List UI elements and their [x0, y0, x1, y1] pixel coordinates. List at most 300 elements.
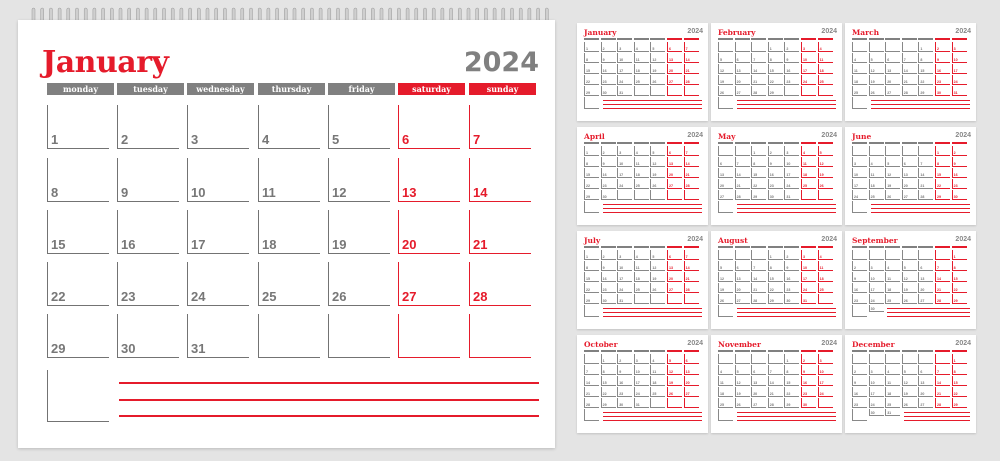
mini-day-number: 14: [685, 266, 690, 270]
mini-day-cell: [584, 86, 599, 96]
mini-day-cell: [952, 365, 967, 375]
mini-day-number: 31: [803, 299, 807, 303]
mini-day-number: 20: [685, 381, 690, 385]
mini-day-cell: [818, 398, 833, 408]
mini-day-number: 30: [769, 195, 774, 199]
mini-day-number: 13: [736, 277, 741, 281]
day-cell[interactable]: [117, 314, 179, 358]
mini-day-number: 20: [669, 277, 673, 281]
day-cell[interactable]: [187, 158, 249, 202]
mini-day-number: 10: [619, 58, 624, 62]
mini-day-number: 10: [619, 162, 624, 166]
mini-day-cell: [869, 283, 884, 293]
day-number: 8: [51, 185, 59, 200]
mini-day-number: 14: [920, 173, 925, 177]
mini-day-number: 16: [937, 69, 941, 73]
day-cell[interactable]: [187, 105, 249, 149]
mini-day-number: 29: [920, 91, 925, 95]
day-cell[interactable]: [469, 314, 531, 358]
mini-day-cell: [650, 387, 665, 397]
mini-day-number: 10: [635, 370, 640, 374]
mini-day-number: 21: [753, 80, 758, 84]
mini-notes-line: [737, 100, 836, 101]
mini-calendar-august[interactable]: [711, 231, 842, 329]
mini-day-number: 24: [803, 80, 807, 84]
mini-day-number: 18: [635, 173, 640, 177]
mini-weekday-bar: [784, 246, 799, 248]
mini-day-number: 16: [602, 277, 607, 281]
mini-day-cell: [885, 179, 900, 189]
mini-day-cell: [935, 387, 950, 397]
day-cell[interactable]: [469, 262, 531, 306]
mini-day-number: 2: [786, 255, 789, 259]
mini-day-cell: [869, 86, 884, 96]
day-cell[interactable]: [398, 105, 460, 149]
mini-day-number: 11: [652, 370, 657, 374]
day-cell[interactable]: [328, 210, 390, 254]
mini-day-cell: [617, 64, 632, 74]
mini-day-number: 11: [819, 58, 824, 62]
mini-day-cell: [667, 283, 682, 293]
mini-day-cell: [751, 354, 766, 364]
mini-day-cell: [852, 294, 867, 304]
mini-day-number: 27: [669, 80, 673, 84]
mini-day-number: 19: [652, 173, 657, 177]
mini-day-number: 25: [635, 184, 640, 188]
mini-day-cell: [784, 250, 799, 260]
mini-day-cell: [801, 354, 816, 364]
mini-day-number: 28: [685, 288, 690, 292]
mini-day-cell: [852, 168, 867, 178]
day-number: 5: [332, 132, 340, 147]
mini-day-cell: [718, 190, 733, 200]
mini-calendar-september[interactable]: [845, 231, 976, 329]
mini-day-cell: [601, 376, 616, 386]
mini-day-cell: [751, 168, 766, 178]
mini-day-cell: [634, 261, 649, 271]
day-cell[interactable]: [258, 105, 320, 149]
mini-weekday-bar: [885, 246, 900, 248]
mini-day-number: 21: [753, 288, 758, 292]
mini-day-number: 15: [953, 277, 958, 281]
day-cell[interactable]: [328, 105, 390, 149]
mini-day-number: 12: [903, 277, 908, 281]
mini-day-cell: [584, 64, 599, 74]
mini-day-cell: [601, 157, 616, 167]
day-cell[interactable]: [47, 105, 109, 149]
mini-notes-line: [603, 100, 702, 101]
day-number: 11: [262, 185, 276, 200]
mini-day-number: 26: [887, 195, 892, 199]
mini-day-number: 14: [937, 381, 941, 385]
mini-day-cell: [935, 294, 950, 304]
mini-calendar-may[interactable]: [711, 127, 842, 225]
mini-day-cell: [667, 86, 682, 96]
mini-day-number: 29: [586, 299, 590, 303]
mini-day-cell: [768, 387, 783, 397]
mini-day-cell: [768, 283, 783, 293]
mini-month-title: December: [852, 340, 895, 349]
day-cell[interactable]: [47, 158, 109, 202]
mini-day-number: 15: [586, 277, 590, 281]
mini-day-cell: [818, 365, 833, 375]
mini-day-number: 26: [652, 80, 657, 84]
mini-calendar-march[interactable]: [845, 23, 976, 121]
mini-notes-line: [603, 104, 702, 105]
day-cell[interactable]: [258, 314, 320, 358]
mini-day-number: 3: [953, 47, 956, 51]
mini-day-cell: [885, 64, 900, 74]
mini-day-number: 4: [803, 151, 805, 155]
mini-day-cell: [718, 75, 733, 85]
mini-day-number: 16: [769, 173, 774, 177]
mini-day-cell: [935, 365, 950, 375]
mini-day-number: 8: [769, 266, 772, 270]
mini-day-cell: [584, 376, 599, 386]
mini-day-cell: [751, 64, 766, 74]
mini-day-cell: [735, 75, 750, 85]
mini-day-cell: [885, 398, 900, 408]
mini-day-cell: [918, 64, 933, 74]
mini-day-number: 31: [619, 299, 624, 303]
mini-day-number: 13: [920, 381, 925, 385]
mini-day-cell: [869, 168, 884, 178]
mini-day-cell: [735, 294, 750, 304]
day-cell[interactable]: [47, 314, 109, 358]
mini-day-cell: [617, 398, 632, 408]
mini-day-cell: [601, 146, 616, 156]
mini-weekday-bar: [634, 246, 649, 248]
mini-day-cell: [684, 376, 699, 386]
mini-notes-box: [852, 409, 867, 421]
mini-day-number: 25: [720, 403, 724, 407]
mini-month-title: August: [718, 236, 748, 245]
mini-day-number: 9: [786, 266, 789, 270]
mini-weekday-bar: [601, 142, 616, 144]
mini-day-number: 20: [920, 392, 925, 396]
mini-day-number: 18: [887, 392, 892, 396]
mini-day-cell: [902, 283, 917, 293]
mini-weekday-bar: [751, 246, 766, 248]
mini-weekday-bar: [818, 38, 833, 40]
mini-day-number: 1: [786, 359, 789, 363]
mini-day-number: 10: [870, 381, 875, 385]
mini-day-cell: [667, 294, 682, 304]
mini-day-cell: [617, 387, 632, 397]
mini-day-number: 24: [819, 392, 824, 396]
mini-day-number: 24: [870, 403, 875, 407]
mini-day-cell: [768, 250, 783, 260]
day-cell[interactable]: [187, 262, 249, 306]
mini-day-number: 4: [887, 370, 890, 374]
mini-day-cell: [634, 168, 649, 178]
mini-day-number: 1: [953, 359, 956, 363]
mini-calendar-november[interactable]: [711, 335, 842, 433]
mini-day-cell: [650, 64, 665, 74]
mini-day-number: 27: [685, 392, 690, 396]
day-cell[interactable]: [328, 314, 390, 358]
mini-day-cell: [684, 387, 699, 397]
mini-year-label: 2024: [687, 28, 703, 35]
mini-calendar-january[interactable]: [577, 23, 708, 121]
mini-day-number: 15: [937, 173, 941, 177]
mini-calendar-june[interactable]: [845, 127, 976, 225]
mini-day-cell: [918, 168, 933, 178]
day-cell[interactable]: [398, 314, 460, 358]
mini-day-number: 22: [602, 392, 607, 396]
mini-day-cell: [801, 365, 816, 375]
mini-day-number: 15: [602, 381, 607, 385]
day-cell[interactable]: [469, 210, 531, 254]
mini-day-cell: [885, 42, 900, 52]
mini-year-label: 2024: [687, 236, 703, 243]
mini-day-cell: [617, 354, 632, 364]
mini-day-cell: [617, 168, 632, 178]
mini-weekday-bar: [852, 38, 867, 40]
mini-day-number: 22: [586, 288, 590, 292]
mini-calendar-april[interactable]: [577, 127, 708, 225]
notes-box[interactable]: [47, 370, 109, 422]
mini-day-number: 23: [953, 184, 958, 188]
mini-day-cell: [784, 75, 799, 85]
mini-day-cell: [634, 64, 649, 74]
mini-day-cell: [584, 250, 599, 260]
mini-day-cell: [935, 75, 950, 85]
mini-calendar-december[interactable]: [845, 335, 976, 433]
mini-weekday-bar: [852, 246, 867, 248]
mini-day-cell: [918, 376, 933, 386]
notes-line: [119, 399, 539, 401]
mini-notes-box: [852, 305, 867, 317]
mini-day-cell: [634, 250, 649, 260]
mini-day-number: 12: [652, 162, 657, 166]
mini-day-number: 21: [685, 173, 690, 177]
mini-day-cell: [801, 157, 816, 167]
mini-day-cell: [650, 354, 665, 364]
mini-day-number: 21: [937, 288, 941, 292]
mini-day-cell: [751, 283, 766, 293]
mini-day-number: 25: [803, 184, 807, 188]
mini-weekday-bar: [617, 246, 632, 248]
day-cell[interactable]: [398, 210, 460, 254]
mini-day-cell: [735, 157, 750, 167]
mini-day-number: 25: [854, 91, 858, 95]
mini-day-cell: [735, 168, 750, 178]
mini-day-cell: [718, 387, 733, 397]
mini-day-cell: [751, 294, 766, 304]
weekday-header-monday: monday: [47, 83, 114, 95]
mini-day-cell: [952, 86, 967, 96]
mini-day-cell: [617, 376, 632, 386]
day-cell[interactable]: [328, 158, 390, 202]
mini-day-cell: [650, 398, 665, 408]
day-cell[interactable]: [117, 210, 179, 254]
mini-day-cell: [584, 294, 599, 304]
mini-day-cell: [667, 168, 682, 178]
mini-day-number: 23: [602, 288, 607, 292]
mini-day-cell: [617, 75, 632, 85]
mini-day-number: 12: [887, 173, 892, 177]
mini-day-number: 14: [753, 277, 758, 281]
year-label: 2024: [463, 47, 539, 78]
weekday-header-tuesday: tuesday: [117, 83, 184, 95]
mini-weekday-bar: [801, 350, 816, 352]
mini-day-cell: [718, 42, 733, 52]
mini-day-cell: [684, 168, 699, 178]
mini-day-number: 7: [753, 58, 756, 62]
mini-day-cell: [617, 261, 632, 271]
day-cell[interactable]: [258, 210, 320, 254]
mini-day-number: 17: [870, 288, 875, 292]
mini-day-cell: [634, 272, 649, 282]
day-cell[interactable]: [187, 210, 249, 254]
mini-calendar-february[interactable]: [711, 23, 842, 121]
mini-month-title: March: [852, 28, 880, 37]
mini-day-number: 29: [769, 299, 774, 303]
mini-day-cell: [818, 75, 833, 85]
mini-day-number: 2: [619, 359, 622, 363]
mini-weekday-bar: [718, 246, 733, 248]
mini-day-number: 13: [669, 162, 673, 166]
mini-day-number: 9: [803, 370, 805, 374]
mini-day-number: 18: [720, 392, 724, 396]
mini-day-cell: [667, 157, 682, 167]
mini-day-cell: [768, 53, 783, 63]
mini-day-number: 6: [920, 266, 923, 270]
mini-weekday-bar: [667, 142, 682, 144]
day-number: 16: [121, 237, 136, 252]
mini-day-cell: [935, 64, 950, 74]
day-cell[interactable]: [469, 158, 531, 202]
mini-day-number: 21: [586, 392, 590, 396]
mini-day-number: 16: [602, 173, 607, 177]
mini-month-title: September: [852, 236, 898, 245]
mini-day-cell: [617, 86, 632, 96]
day-cell[interactable]: [398, 262, 460, 306]
mini-day-number: 11: [819, 266, 824, 270]
mini-day-number: 16: [786, 69, 791, 73]
day-cell[interactable]: [117, 262, 179, 306]
mini-day-number: 8: [769, 58, 772, 62]
mini-day-number: 24: [953, 80, 958, 84]
mini-day-number: 1: [769, 255, 772, 259]
mini-day-number: 23: [854, 403, 858, 407]
mini-day-number: 15: [786, 381, 791, 385]
mini-day-number: 29: [586, 91, 590, 95]
mini-weekday-bar: [801, 142, 816, 144]
mini-day-number: 1: [586, 255, 588, 259]
mini-day-number: 21: [920, 184, 925, 188]
mini-day-number: 15: [769, 69, 774, 73]
mini-day-cell: [801, 283, 816, 293]
mini-day-cell: [885, 250, 900, 260]
mini-day-cell: [902, 376, 917, 386]
mini-day-cell: [818, 179, 833, 189]
mini-day-number: 10: [870, 277, 875, 281]
mini-day-number: 7: [920, 162, 923, 166]
mini-day-number: 12: [903, 381, 908, 385]
mini-day-cell: [684, 157, 699, 167]
mini-day-number: 2: [854, 266, 856, 270]
mini-day-number: 14: [586, 381, 590, 385]
mini-day-number: 14: [753, 69, 758, 73]
mini-day-cell: [952, 75, 967, 85]
day-cell[interactable]: [469, 105, 531, 149]
day-cell[interactable]: [258, 158, 320, 202]
mini-day-number: 10: [786, 162, 791, 166]
day-cell[interactable]: [398, 158, 460, 202]
mini-day-number: 27: [736, 91, 741, 95]
mini-month-title: November: [718, 340, 761, 349]
mini-day-cell: [584, 283, 599, 293]
mini-day-cell: [735, 354, 750, 364]
mini-weekday-bar: [751, 142, 766, 144]
day-cell[interactable]: [187, 314, 249, 358]
mini-weekday-bar: [735, 246, 750, 248]
mini-notes-box: [718, 409, 733, 421]
mini-day-cell: [684, 64, 699, 74]
day-number: 25: [262, 289, 277, 304]
mini-day-number: 27: [753, 403, 758, 407]
day-cell[interactable]: [117, 105, 179, 149]
mini-day-cell: [852, 53, 867, 63]
mini-day-cell: [818, 86, 833, 96]
mini-day-cell: [751, 53, 766, 63]
mini-day-cell: [768, 168, 783, 178]
mini-day-cell: [718, 146, 733, 156]
mini-day-number: 5: [736, 370, 739, 374]
mini-notes-box: [852, 201, 867, 213]
mini-notes-box: [718, 305, 733, 317]
mini-day-number: 16: [953, 173, 958, 177]
mini-day-cell: [650, 190, 665, 200]
mini-day-cell: [650, 168, 665, 178]
mini-month-title: July: [584, 236, 601, 245]
mini-day-cell: [935, 272, 950, 282]
day-cell[interactable]: [117, 158, 179, 202]
mini-day-cell: [852, 42, 867, 52]
mini-day-cell: [601, 365, 616, 375]
mini-day-cell: [650, 42, 665, 52]
mini-weekday-bar: [768, 350, 783, 352]
day-cell[interactable]: [47, 210, 109, 254]
mini-day-cell: [751, 146, 766, 156]
day-cell[interactable]: [328, 262, 390, 306]
mini-day-cell: [584, 190, 599, 200]
mini-day-number: 22: [937, 184, 941, 188]
mini-day-cell: [952, 53, 967, 63]
mini-notes-box: [584, 201, 599, 213]
mini-day-number: 25: [635, 80, 640, 84]
mini-day-cell: [784, 365, 799, 375]
mini-day-number: 11: [887, 277, 891, 281]
mini-day-number: 31: [887, 411, 892, 415]
mini-day-number: 21: [769, 392, 774, 396]
mini-day-cell: [852, 250, 867, 260]
day-cell[interactable]: [47, 262, 109, 306]
mini-day-number: 21: [937, 392, 941, 396]
mini-calendar-october[interactable]: [577, 335, 708, 433]
mini-day-number: 5: [819, 151, 822, 155]
mini-day-number: 24: [635, 392, 640, 396]
day-cell[interactable]: [258, 262, 320, 306]
mini-calendar-july[interactable]: [577, 231, 708, 329]
mini-day-cell: [601, 64, 616, 74]
mini-day-number: 26: [669, 392, 673, 396]
mini-day-number: 22: [786, 392, 791, 396]
mini-day-number: 19: [720, 288, 724, 292]
mini-day-number: 10: [803, 266, 807, 270]
